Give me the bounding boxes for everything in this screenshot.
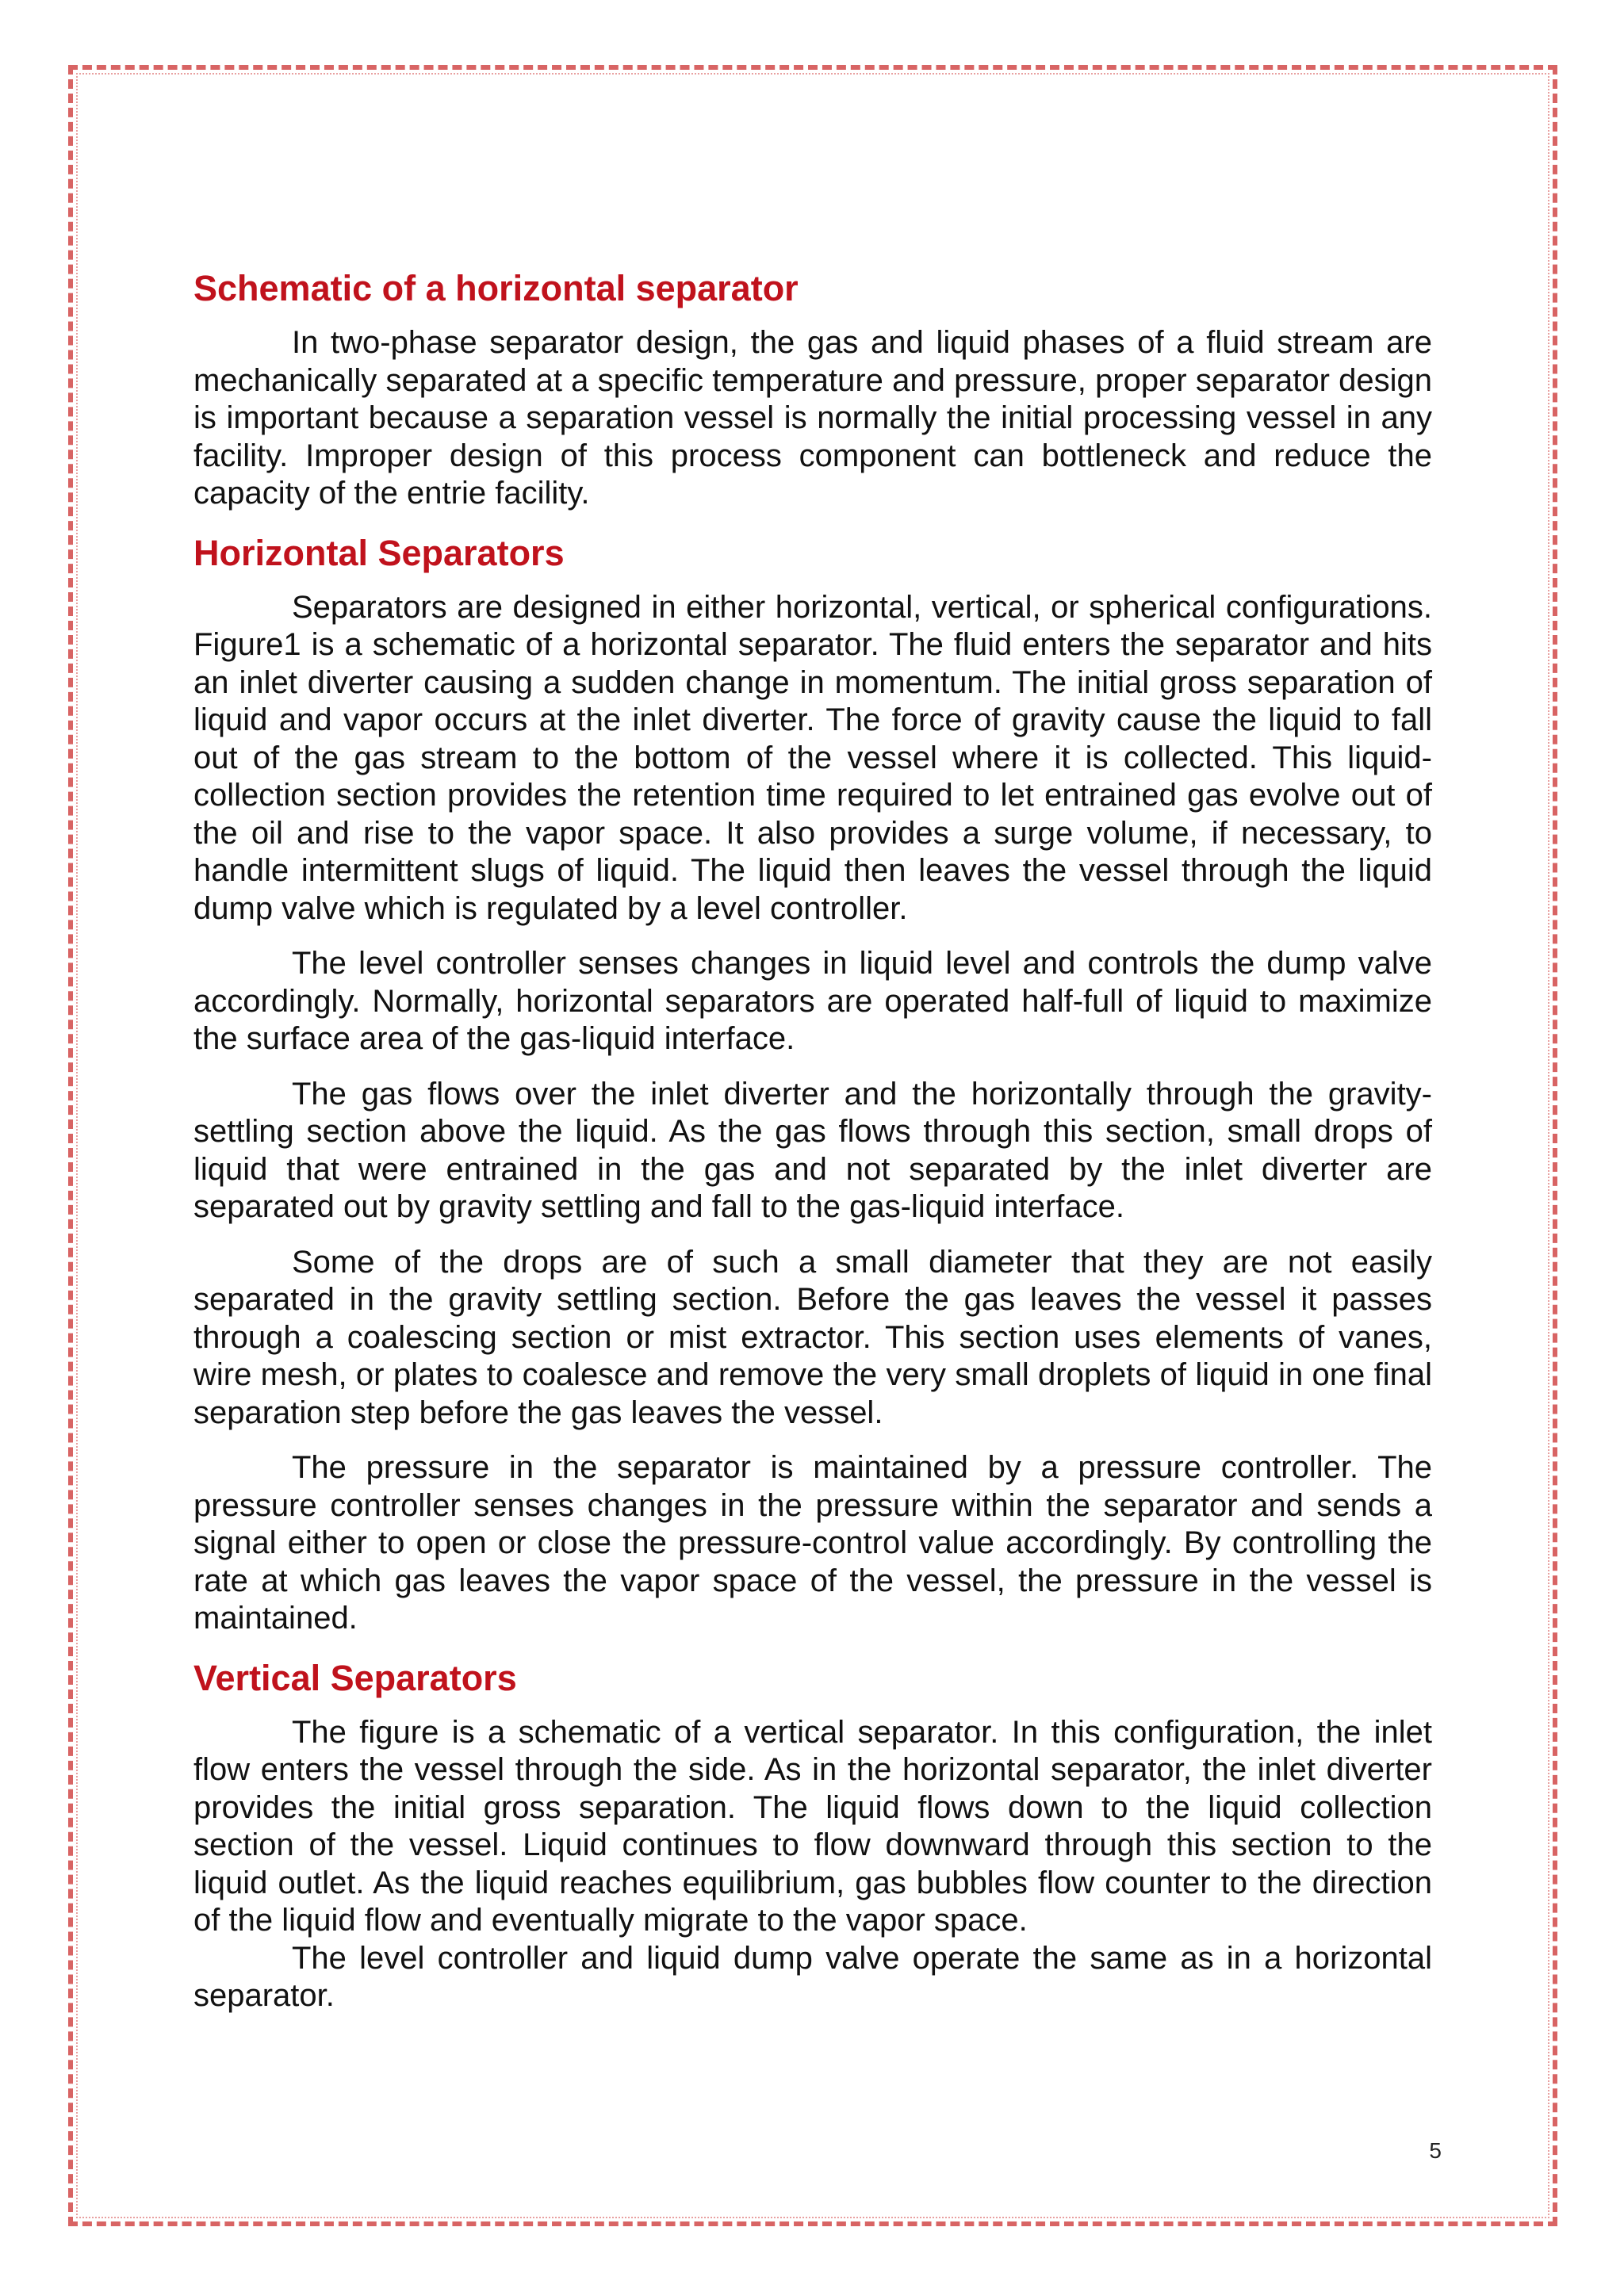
paragraph: In two-phase separator design, the gas and liquid phases of a fluid stream are mechanically separated at a specific temperature and pressure, proper separator design is important because a separation vessel is normally the initial processing vessel in any facility. Improper design of this process component can bottleneck and reduce the capacity of the entrie facility. bbox=[193, 325, 1432, 511]
section-heading: Vertical Separators bbox=[193, 1657, 517, 1698]
paragraph: Separators are designed in either horizontal, vertical, or spherical configurations. Figure1 is a schematic of a horizontal separator. The fluid enters the separator and hits an inlet diverter causing a sudden change in momentum. The initial gross separation of liquid and vapor occurs at the inlet diverter. The force of gravity cause the liquid to fall out of the gas stream to the bottom of the vessel where it is collected. This liquid-collection section provides the retention time required to let entrained gas evolve out of the oil and rise to the vapor space. It also provides a surge volume, if necessary, to handle intermittent slugs of liquid. The liquid then leaves the vessel through the liquid dump valve which is regulated by a level controller. bbox=[193, 589, 1432, 926]
page-number: 5 bbox=[1429, 2138, 1442, 2163]
section-horizontal-separators bbox=[193, 530, 1432, 1638]
paragraph: The level controller and liquid dump valve operate the same as in a horizontal separator. bbox=[193, 1940, 1432, 2013]
document-content bbox=[193, 266, 1432, 2015]
paragraph: The level controller senses changes in liquid level and controls the dump valve accordingly. Normally, horizontal separators are operated half-full of liquid to maximize the surface area of the gas-liquid interface. bbox=[193, 946, 1432, 1056]
paragraph: The figure is a schematic of a vertical separator. In this configuration, the inlet flow enters the vessel through the side. As in the horizontal separator, the inlet diverter provides the initial gross separation. The liquid flows down to the liquid collection section of the vessel. Liquid continues to flow downward through this section to the liquid outlet. As the liquid reaches equilibrium, gas bubbles flow counter to the direction of the liquid flow and eventually migrate to the vapor space. bbox=[193, 1714, 1432, 1938]
section-heading: Schematic of a horizontal separator bbox=[193, 268, 799, 308]
paragraph: The gas flows over the inlet diverter and the horizontally through the gravity-settling section above the liquid. As the gas flows through this section, small drops of liquid that were entrained in the gas and not separated by the inlet diverter are separated out by gravity settling and fall to the gas-liquid interface. bbox=[193, 1076, 1432, 1224]
section-schematic bbox=[193, 266, 1432, 513]
paragraph: The pressure in the separator is maintained by a pressure controller. The pressure controller senses changes in the pressure within the separator and sends a signal either to open or close the pressure-control value accordingly. By controlling the rate at which gas leaves the vapor space of the vessel, the pressure in the vessel is maintained. bbox=[193, 1450, 1432, 1636]
section-vertical-separators bbox=[193, 1655, 1432, 2015]
paragraph: Some of the drops are of such a small diameter that they are not easily separated in the gravity settling section. Before the gas leaves the vessel it passes through a coalescing section or mist extractor. This section uses elements of vanes, wire mesh, or plates to coalesce and remove the very small droplets of liquid in one final separation step before the gas leaves the vessel. bbox=[193, 1244, 1432, 1430]
section-heading: Horizontal Separators bbox=[193, 532, 565, 573]
